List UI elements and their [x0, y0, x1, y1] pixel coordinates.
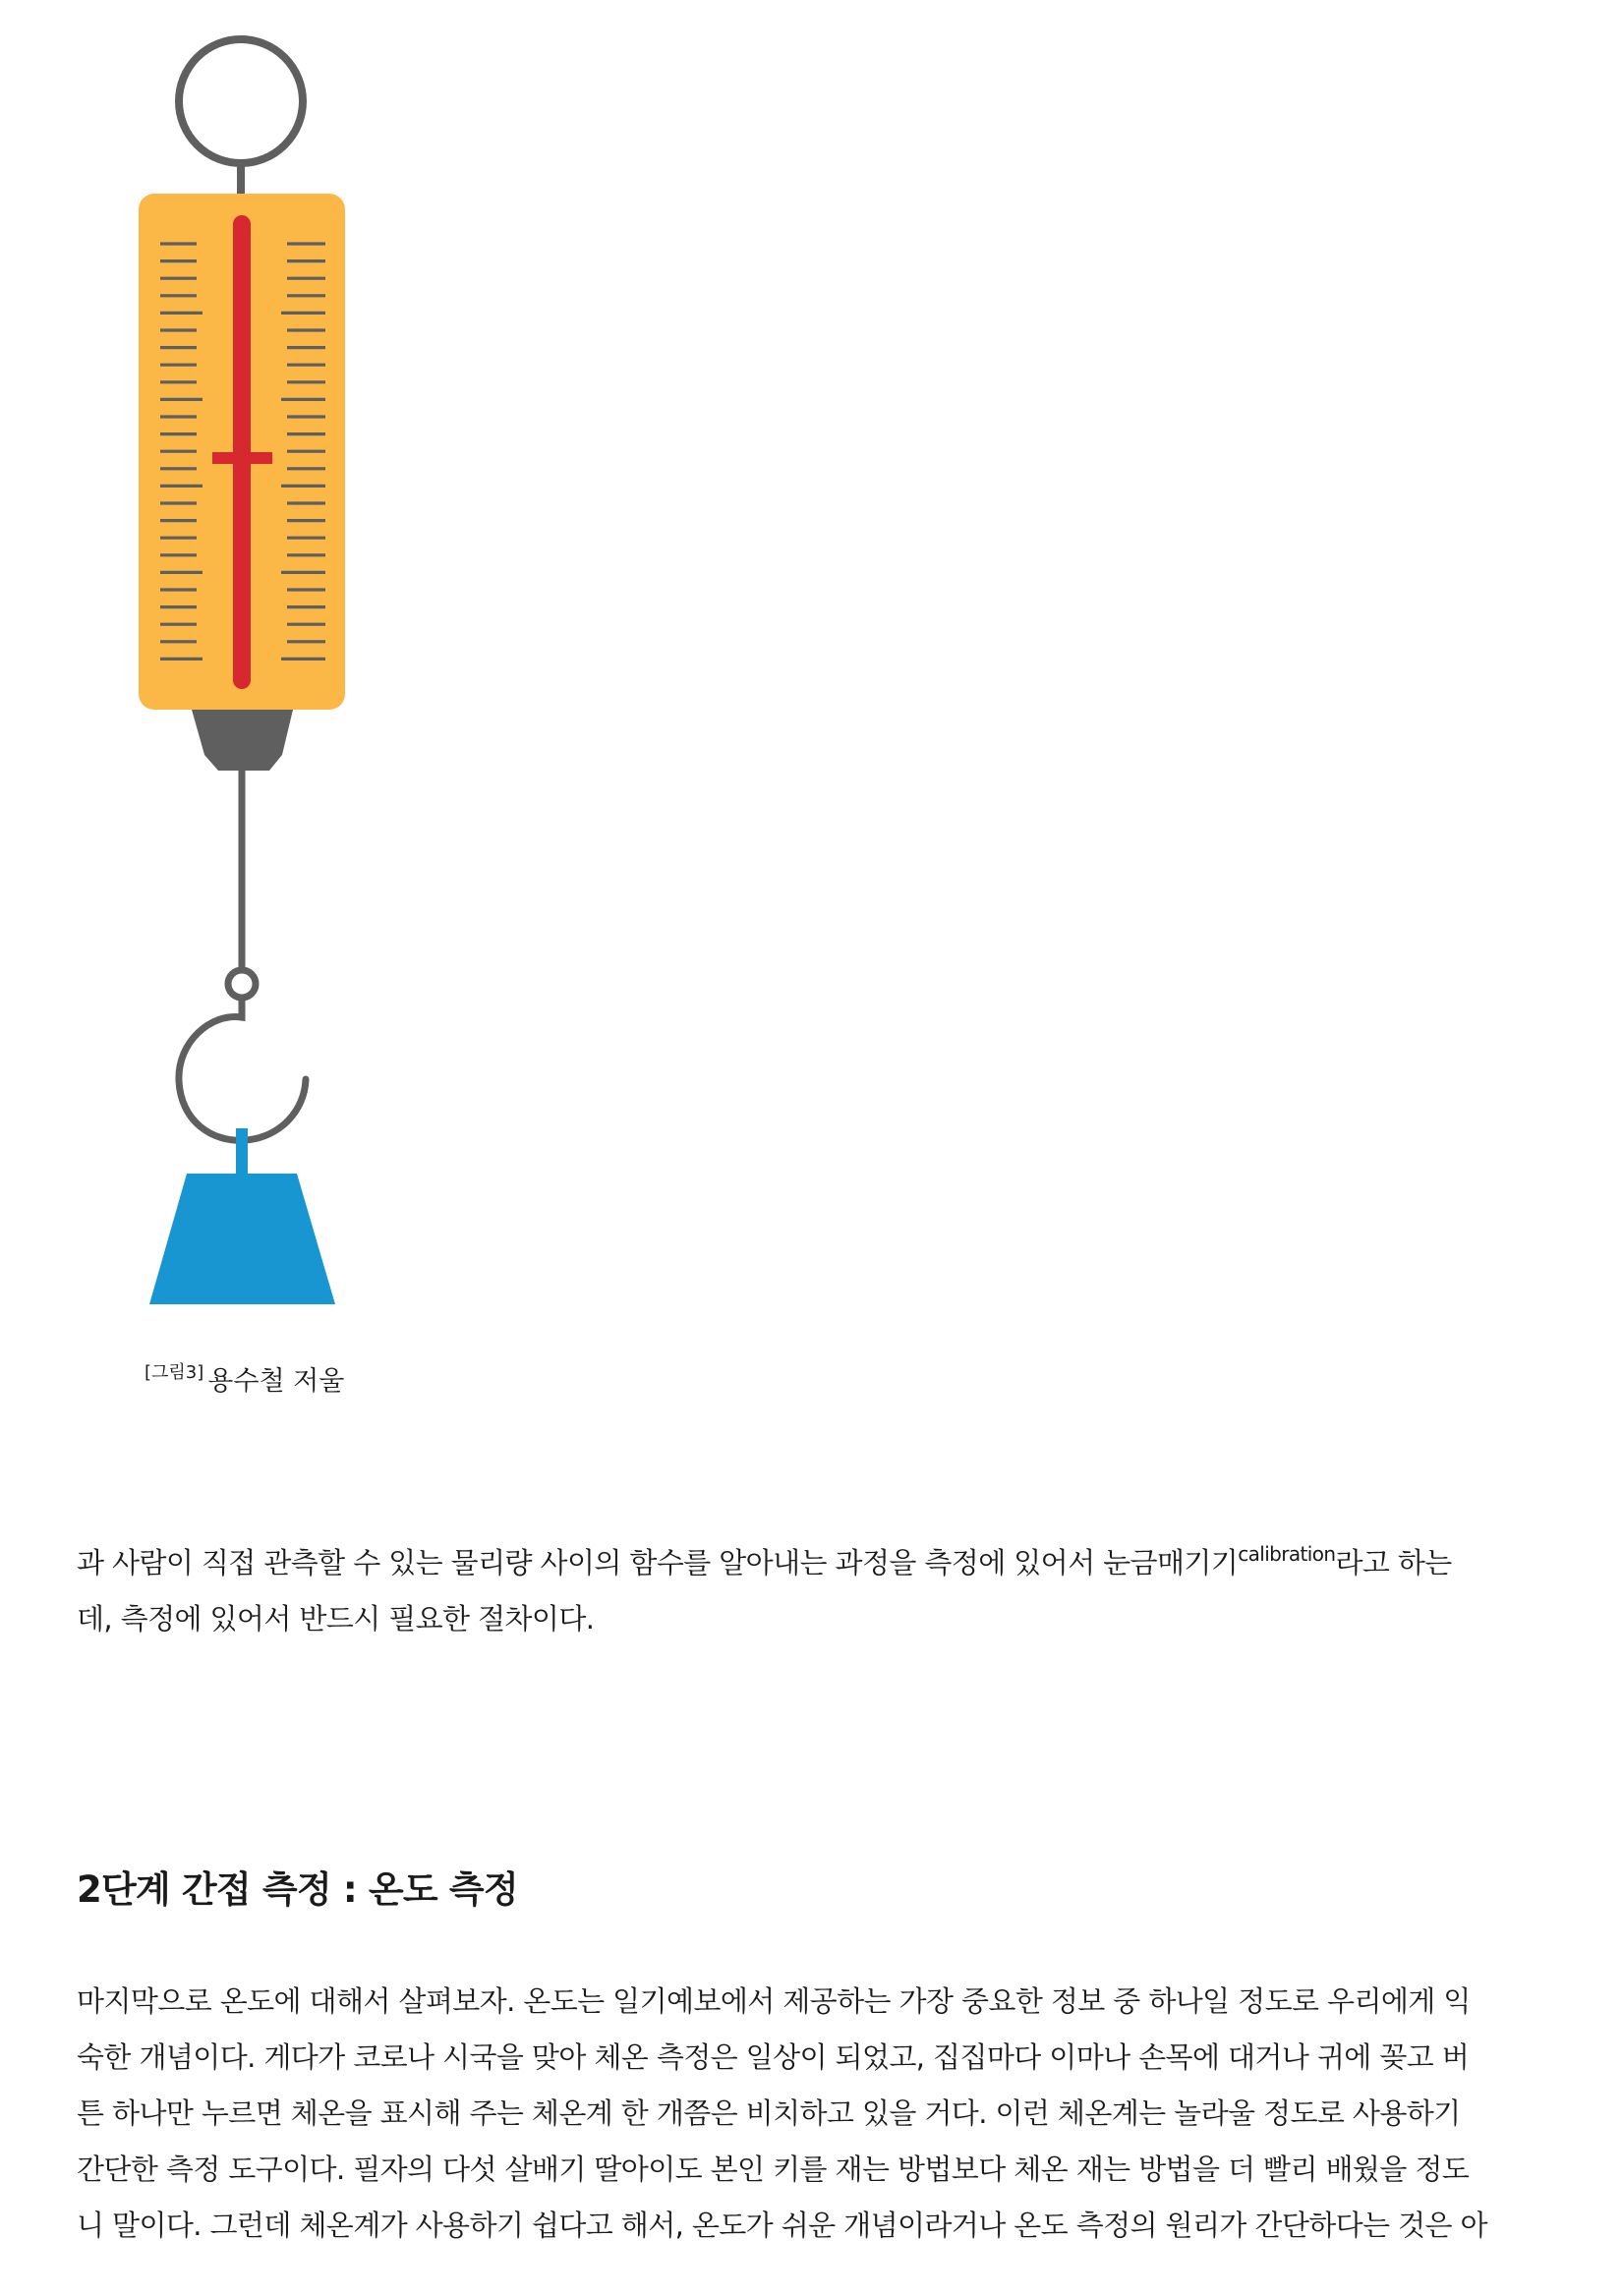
section-heading: 2단계 간접 측정 : 온도 측정 [77, 1868, 518, 1911]
hook [179, 999, 306, 1140]
figure-caption-label: [그림3] [145, 1362, 204, 1383]
paragraph-temperature [77, 1974, 1551, 2254]
calibration-superscript: calibration [1238, 1542, 1336, 1566]
hanging-ring [179, 39, 303, 163]
paragraph-line: 숙한 개념이다. 게다가 코로나 시국을 맞아 체온 측정은 일상이 되었고, 집집마다 이마나 손목에 대거나 귀에 꽂고 버 [77, 2040, 1470, 2074]
paragraph-line: 간단한 측정 도구이다. 필자의 다섯 살배기 딸아이도 본인 키를 재는 방법보다 체온 재는 방법을 더 빨리 배웠을 정도 [77, 2152, 1470, 2186]
weight [149, 1174, 335, 1304]
figure-caption [145, 1358, 344, 1398]
paragraph-line: 튼 하나만 누르면 체온을 표시해 주는 체온계 한 개쯤은 비치하고 있을 거다. 이런 체온계는 놀라울 정도로 사용하기 [77, 2096, 1461, 2130]
paragraph-line: 니 말이다. 그런데 체온계가 사용하기 쉽다고 해서, 온도가 쉬운 개념이라거나 온도 측정의 원리가 간단하다는 것은 아 [77, 2209, 1487, 2242]
paragraph-line [77, 1526, 1551, 1591]
text-span: 과 사람이 직접 관측할 수 있는 물리량 사이의 함수를 알아내는 과정을 측정에 있어서 눈금매기기 [77, 1546, 1239, 1579]
text-span: 라고 하는 [1335, 1546, 1452, 1579]
paragraph-line: 마지막으로 온도에 대해서 살펴보자. 온도는 일기예보에서 제공하는 가장 중요한 정보 중 하나일 정도로 우리에게 익 [77, 1984, 1471, 2018]
figure-caption-author: 용수철 저울 [207, 1366, 345, 1397]
spring-scale-figure [0, 0, 590, 1415]
scale-bottom-cap [192, 710, 293, 771]
paragraph-line: 데, 측정에 있어서 반드시 필요한 절차이다. [77, 1602, 595, 1636]
paragraph-calibration [77, 1526, 1551, 1647]
hook-link-ring [228, 970, 256, 998]
